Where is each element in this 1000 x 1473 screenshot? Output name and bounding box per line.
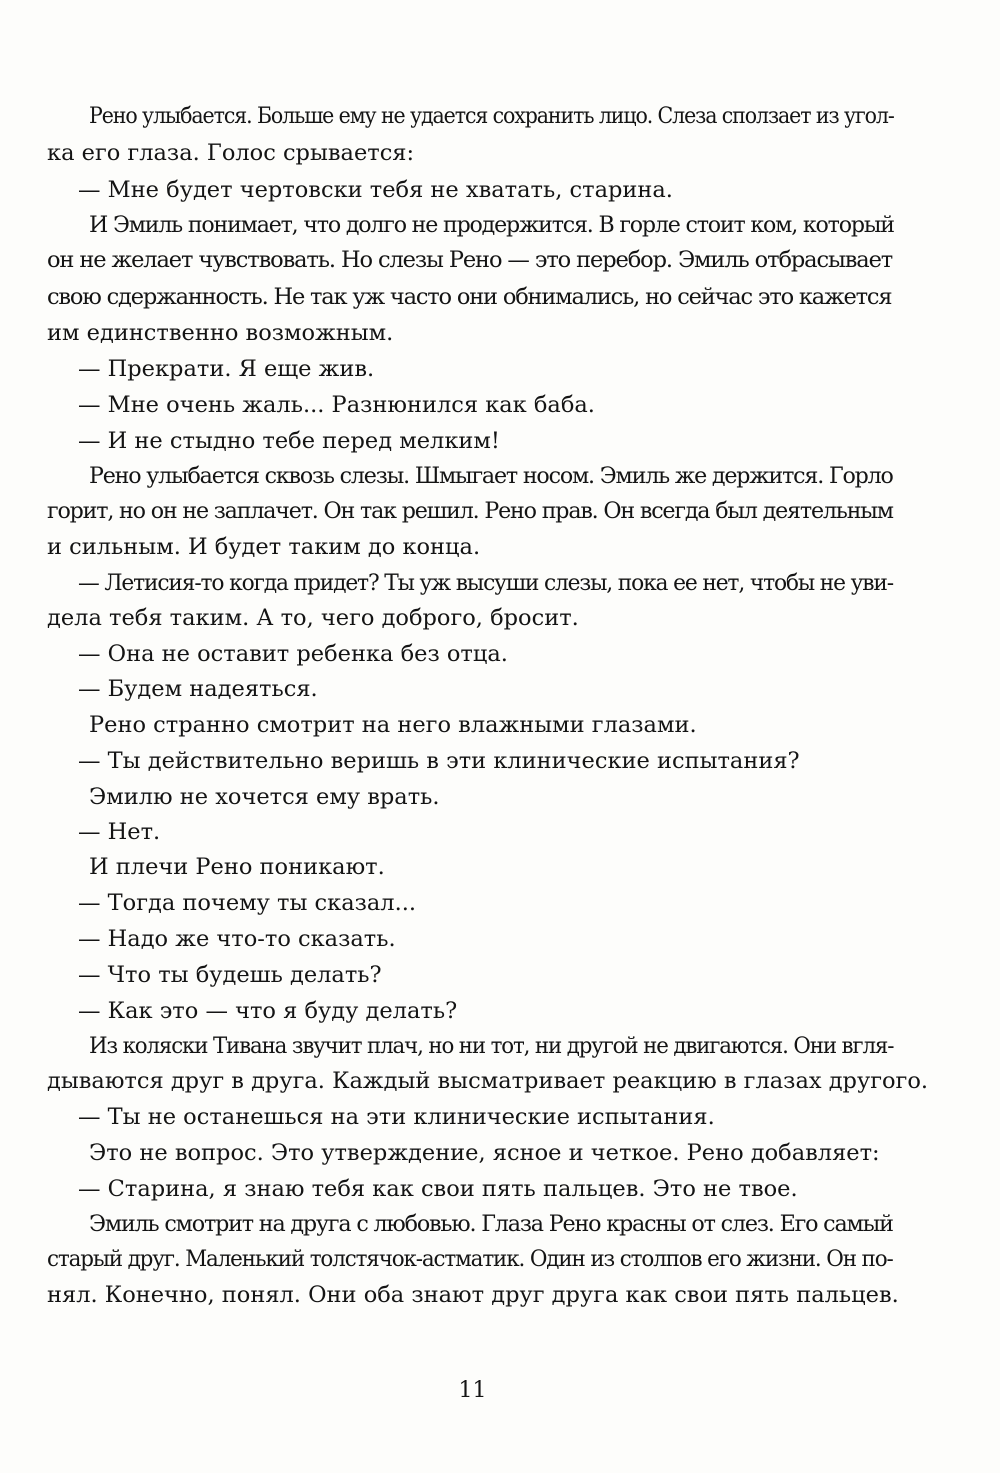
text-line: Это не вопрос. Это утверждение, ясное и четкое. Рено добавляет: [89,1140,880,1166]
text-line: он не желает чувствовать. Но слезы Рено — это перебор. Эмиль отбрасывает [47,247,893,273]
text-line: им единственно возможным. [47,320,394,346]
text-line: Рено улыбается сквозь слезы. Шмыгает носом. Эмиль же держится. Горло [89,463,893,489]
text-line: — Ты действительно веришь в эти клинические испытания? [78,748,800,774]
text-line: — Она не оставит ребенка без отца. [78,641,508,667]
text-line: свою сдержанность. Не так уж часто они обнимались, но сейчас это кажется [47,284,892,310]
text-line: Эмиль смотрит на друга с любовью. Глаза Рено красны от слез. Его самый [89,1211,893,1237]
text-line: И плечи Рено поникают. [89,854,385,880]
text-line: Из коляски Тивана звучит плач, но ни тот, ни другой не двигаются. Они вгля- [89,1033,894,1059]
text-line: дела тебя таким. А то, чего доброго, бросит. [47,605,579,631]
text-line: — Надо же что-то сказать. [78,926,396,952]
text-line: — Прекрати. Я еще жив. [78,356,375,382]
text-line: — Нет. [78,819,161,845]
text-line: старый друг. Маленький толстячок-астматик. Один из столпов его жизни. Он по- [47,1246,893,1272]
text-line: Рено странно смотрит на него влажными глазами. [89,712,697,738]
text-line: Эмилю не хочется ему врать. [89,784,440,810]
text-line: — Будем надеяться. [78,676,318,702]
text-line: — Старина, я знаю тебя как свои пять пальцев. Это не твое. [78,1176,798,1202]
text-line: — И не стыдно тебе перед мелким! [78,428,500,454]
text-line: — Ты не останешься на эти клинические испытания. [78,1104,715,1130]
text-line: — Летисия-то когда придет? Ты уж высуши слезы, пока ее нет, чтобы не уви- [78,570,893,596]
text-line: — Мне будет чертовски тебя не хватать, старина. [78,177,673,203]
text-line: дываются друг в друга. Каждый высматривает реакцию в глазах другого. [47,1068,929,1094]
text-line: И Эмиль понимает, что долго не продержится. В горле стоит ком, который [89,212,894,238]
text-line: — Тогда почему ты сказал... [78,890,417,916]
text-line: — Как это — что я буду делать? [78,998,458,1024]
text-line: Рено улыбается. Больше ему не удается сохранить лицо. Слеза сползает из угол- [89,103,894,129]
page-number: 11 [458,1378,487,1403]
text-line: — Мне очень жаль... Разнюнился как баба. [78,392,595,418]
text-line: и сильным. И будет таким до конца. [47,534,481,560]
text-line: нял. Конечно, понял. Они оба знают друг друга как свои пять пальцев. [47,1282,899,1308]
text-line: ка его глаза. Голос срывается: [47,140,415,166]
text-line: — Что ты будешь делать? [78,962,382,988]
text-line: горит, но он не заплачет. Он так решил. Рено прав. Он всегда был деятельным [47,498,893,524]
